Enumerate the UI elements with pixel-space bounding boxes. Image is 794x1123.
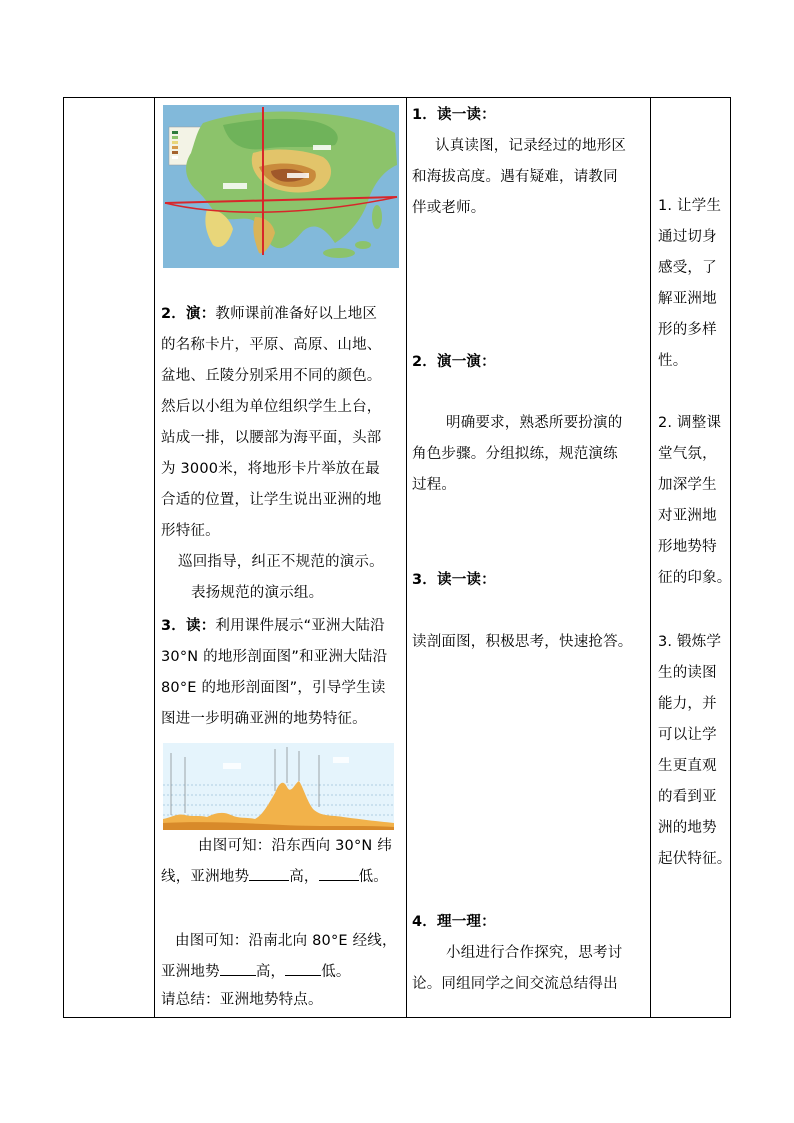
step3-line3: 80°E 的地形剖面图”，引导学生读: [161, 680, 386, 696]
purpose-14: 生的读图: [658, 665, 717, 681]
fill-in-2-suffix: 低。: [321, 964, 351, 980]
purpose-5: 形的多样: [658, 322, 717, 338]
purpose-12: 征的印象。: [658, 570, 732, 586]
activity4-line2: 论。同组同学之间交流总结得出: [412, 976, 618, 992]
fill-in-2-line1: 由图可知：沿南北向 80°E 经线，: [175, 933, 397, 949]
activity1-line1: 认真读图，记录经过的地形区: [435, 138, 627, 154]
activity3-title: 3．读一读：: [412, 572, 496, 588]
fill-in-2-blank-low[interactable]: [285, 960, 321, 976]
fill-in-2-blank-high[interactable]: [220, 960, 256, 976]
purpose-18: 的看到亚: [658, 789, 717, 805]
activity3-line1: 读剖面图，积极思考，快速抢答。: [412, 634, 633, 650]
step2-line6: 为 3000米，将地形卡片举放在最: [161, 461, 380, 477]
purpose-1: 1. 让学生: [658, 198, 722, 214]
purpose-11: 形地势特: [658, 539, 717, 555]
purpose-8: 堂气氛，: [658, 446, 717, 462]
activity2-line3: 过程。: [412, 477, 457, 493]
step3-label: 3．读：: [161, 618, 216, 634]
fill-in-1-line1: 由图可知：沿东西向 30°N 纬: [198, 838, 392, 854]
column-divider-2: [406, 98, 407, 1017]
step2-line10: 表扬规范的演示组。: [191, 585, 324, 601]
activity2-title: 2．演一演：: [412, 354, 496, 370]
fill-in-2-mid: 高，: [255, 964, 286, 980]
purpose-7: 2. 调整课: [658, 415, 722, 431]
purpose-19: 洲的地势: [658, 820, 717, 836]
fill-in-1-line2: [161, 862, 388, 893]
step3-line1: [161, 611, 385, 642]
step2-line2: 的名称卡片，平原、高原、山地、: [161, 337, 382, 353]
activity2-line2: 角色步骤。分组拟练，规范演练: [412, 446, 618, 462]
activity2-line1: 明确要求，熟悉所要扮演的: [446, 415, 623, 431]
activity1-line3: 伴或老师。: [412, 200, 486, 216]
activity4-title: 4．理一理：: [412, 914, 496, 930]
step2-label: 2．演：: [161, 306, 216, 322]
purpose-6: 性。: [658, 353, 688, 369]
asia-topographic-map: [163, 105, 399, 268]
purpose-15: 能力，并: [658, 696, 717, 712]
step2-line1: [161, 299, 377, 330]
step3-line2: 30°N 的地形剖面图”和亚洲大陆沿: [161, 649, 388, 665]
asia-map-graphic: [163, 105, 399, 268]
purpose-2: 通过切身: [658, 229, 717, 245]
step2-line3: 盆地、丘陵分别采用不同的颜色。: [161, 368, 382, 384]
step2-line4: 然后以小组为单位组织学生上台，: [161, 399, 382, 415]
step2-line5: 站成一排，以腰部为海平面，头部: [161, 430, 382, 446]
step2-line7: 合适的位置，让学生说出亚洲的地: [161, 492, 382, 508]
column-divider-1: [154, 98, 155, 1017]
fill-in-1-mid: 高，: [289, 869, 319, 885]
purpose-3: 感受，了: [658, 260, 717, 276]
purpose-20: 起伏特征。: [658, 851, 732, 867]
activity1-title: 1．读一读：: [412, 107, 496, 123]
step3-text-1: 利用课件展示“亚洲大陆沿: [215, 618, 385, 634]
fill-in-1-blank-low[interactable]: [319, 865, 359, 881]
fill-in-1-suffix: 低。: [358, 869, 389, 885]
fill-in-1-blank-high[interactable]: [249, 865, 289, 881]
purpose-10: 对亚洲地: [658, 508, 717, 524]
fill-in-1-prefix: 线，亚洲地势: [161, 869, 250, 885]
fill-in-2-prefix: 亚洲地势: [161, 964, 220, 980]
fill-in-2-line2: [161, 957, 351, 988]
purpose-4: 解亚洲地: [658, 291, 717, 307]
profile-graphic: [163, 743, 394, 830]
step2-line8: 形特征。: [161, 523, 220, 539]
purpose-17: 生更直观: [658, 758, 717, 774]
step2-line9: 巡回指导，纠正不规范的演示。: [178, 554, 384, 570]
terrain-profile-30N: [163, 743, 394, 830]
column-divider-3: [650, 98, 651, 1017]
summary-prompt: 请总结：亚洲地势特点。: [161, 992, 323, 1008]
purpose-13: 3. 锻炼学: [658, 634, 722, 650]
step3-line4: 图进一步明确亚洲的地势特征。: [161, 711, 367, 727]
purpose-16: 可以让学: [658, 727, 717, 743]
purpose-9: 加深学生: [658, 477, 717, 493]
activity4-line1: 小组进行合作探究，思考讨: [446, 945, 623, 961]
step2-text-1: 教师课前准备好以上地区: [215, 306, 378, 322]
activity1-line2: 和海拔高度。遇有疑难，请教同: [412, 169, 618, 185]
